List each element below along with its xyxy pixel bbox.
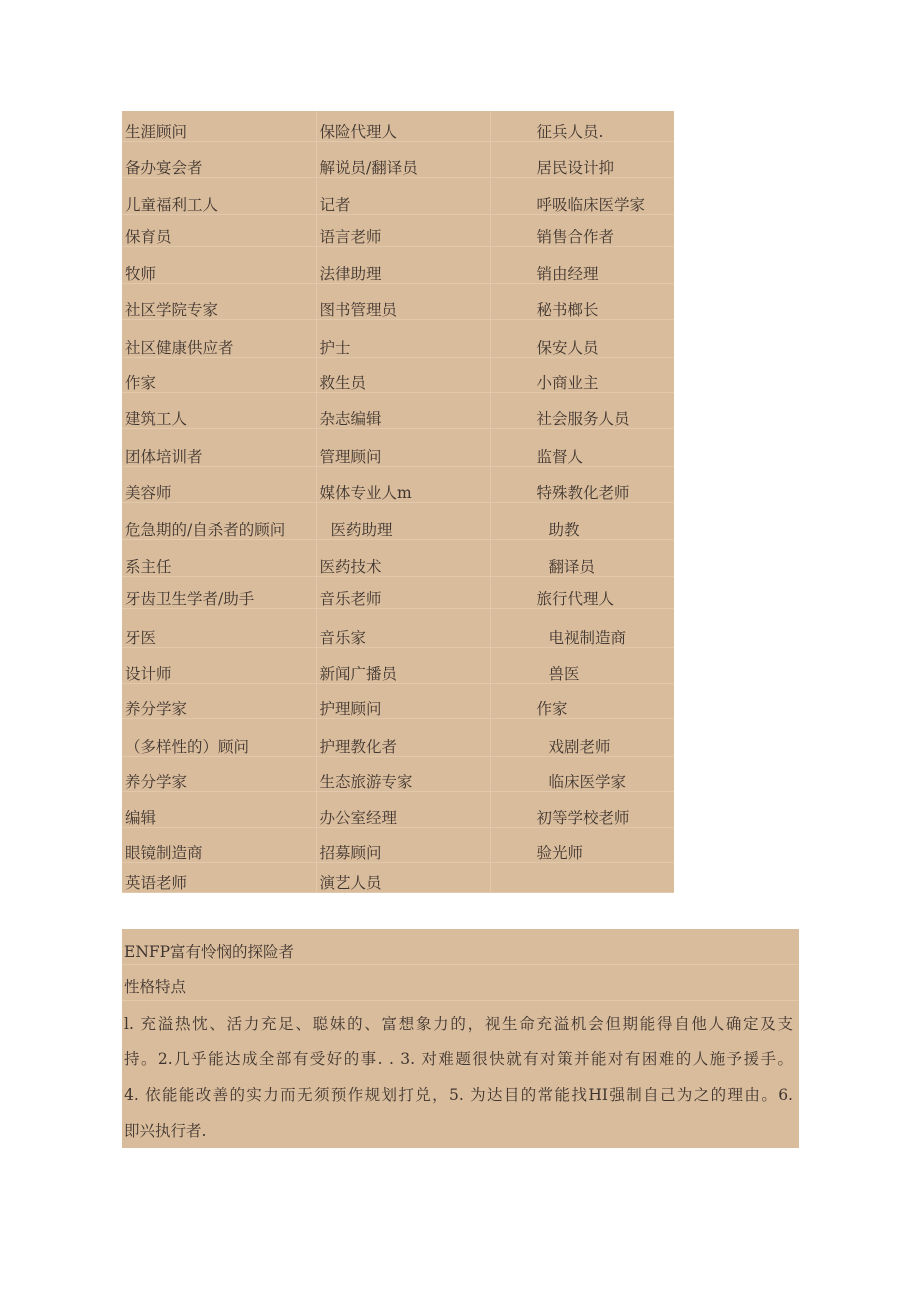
table-cell: 图书管理员 [316,283,490,319]
table-cell: 呼吸临床医学家 [490,178,674,214]
table-cell: 演艺人员 [316,863,490,893]
table-cell: 管理顾问 [316,429,490,466]
table-cell: 临床医学家 [490,757,674,791]
table-cell [490,863,674,893]
table-cell: 保安人员 [490,320,674,358]
table-cell: 验光师 [490,828,674,863]
table-cell: 作家 [490,684,674,718]
table-cell: 美容师 [122,466,316,502]
table-row [122,647,674,683]
enfp-title: ENFP富有怜悯的探险者 [124,943,295,961]
table-cell: 备办宴会者 [122,141,316,177]
table-cell: 居民设计抑 [490,141,674,177]
table-cell: 牙医 [122,609,316,647]
table-cell: 生涯顾问 [122,111,316,141]
table-cell: 养分学家 [122,757,316,791]
enfp-description-line: 4. 依能能改善的实力而无须预作规划打兑，5. 为达目的常能找HI强制自己为之的理由。6. [124,1086,793,1104]
table-cell: 设计师 [122,647,316,683]
enfp-description-line: 持。2.几乎能达成全部有受好的事. . 3. 对难题很快就有对策并能对有困难的人施予援手。 [124,1050,793,1068]
table-row [122,503,674,539]
enfp-subtitle: 性格特点 [124,978,187,996]
table-row [122,429,674,466]
career-table-body [122,111,674,893]
table-cell: 戏剧老师 [490,718,674,756]
table-cell: 初等学校老师 [490,791,674,827]
table-cell: 办公室经理 [316,791,490,827]
table-row [122,684,674,718]
table-row [122,539,674,576]
table-cell: 音乐家 [316,609,490,647]
table-cell: 护士 [316,320,490,358]
table-cell: 兽医 [490,647,674,683]
table-cell: 语言老师 [316,214,490,246]
table-cell: 旅行代理人 [490,577,674,609]
table-cell: 解说员/翻译员 [316,141,490,177]
table-cell: 编辑 [122,791,316,827]
table-row [122,466,674,502]
table-cell: （多样性的）顾问 [122,718,316,756]
table-row [122,178,674,214]
career-table-grid [122,111,674,893]
table-cell: 社会服务人员 [490,392,674,428]
table-cell: 招募顾问 [316,828,490,863]
table-cell: 电视制造商 [490,609,674,647]
table-cell: 社区学院专家 [122,283,316,319]
table-cell: 医药技术 [316,539,490,576]
table-cell: 建筑工人 [122,392,316,428]
table-cell: 法律助理 [316,247,490,283]
enfp-description-line: 即兴执行者. [124,1122,207,1140]
table-row [122,828,674,863]
table-cell: 保险代理人 [316,111,490,141]
table-cell: 生态旅游专家 [316,757,490,791]
table-cell: 救生员 [316,358,490,392]
table-cell: 护理教化者 [316,718,490,756]
table-cell: 牙齿卫生学者/助手 [122,577,316,609]
table-cell: 媒体专业人m [316,466,490,502]
table-cell: 作家 [122,358,316,392]
enfp-description-line: l. 充溢热忱、活力充足、聪妹的、富想象力的，视生命充溢机会但期能得自他人确定及支 [124,1015,793,1033]
table-row [122,791,674,827]
table-cell: 护理顾问 [316,684,490,718]
table-cell: 儿童福利工人 [122,178,316,214]
table-cell: 英语老师 [122,863,316,893]
table-cell: 记者 [316,178,490,214]
table-row [122,757,674,791]
table-cell: 销由经理 [490,247,674,283]
table-row [122,283,674,319]
table-row [122,577,674,609]
table-cell: 新闻广播员 [316,647,490,683]
table-cell: 养分学家 [122,684,316,718]
table-cell: 小商业主 [490,358,674,392]
table-row [122,320,674,358]
table-cell: 特殊教化老师 [490,466,674,502]
table-cell: 秘书榔长 [490,283,674,319]
table-cell: 团体培训者 [122,429,316,466]
table-cell: 牧师 [122,247,316,283]
table-cell: 音乐老师 [316,577,490,609]
table-row [122,718,674,756]
table-cell: 翻译员 [490,539,674,576]
enfp-section [122,929,799,1148]
table-row [122,111,674,141]
table-row [122,247,674,283]
table-cell: 眼镜制造商 [122,828,316,863]
table-cell: 助教 [490,503,674,539]
table-cell: 危急期的/自杀者的顾问 [122,503,316,539]
table-cell: 医药助理 [316,503,490,539]
table-row [122,358,674,392]
table-cell: 销售合作者 [490,214,674,246]
table-cell: 监督人 [490,429,674,466]
table-row [122,392,674,428]
table-row [122,863,674,893]
table-row [122,214,674,246]
table-row [122,141,674,177]
table-cell: 系主任 [122,539,316,576]
divider [122,1000,799,1001]
career-table [122,111,674,893]
table-cell: 保育员 [122,214,316,246]
table-cell: 征兵人员. [490,111,674,141]
table-cell: 社区健康供应者 [122,320,316,358]
table-row [122,609,674,647]
table-cell: 杂志编辑 [316,392,490,428]
divider [122,964,799,965]
